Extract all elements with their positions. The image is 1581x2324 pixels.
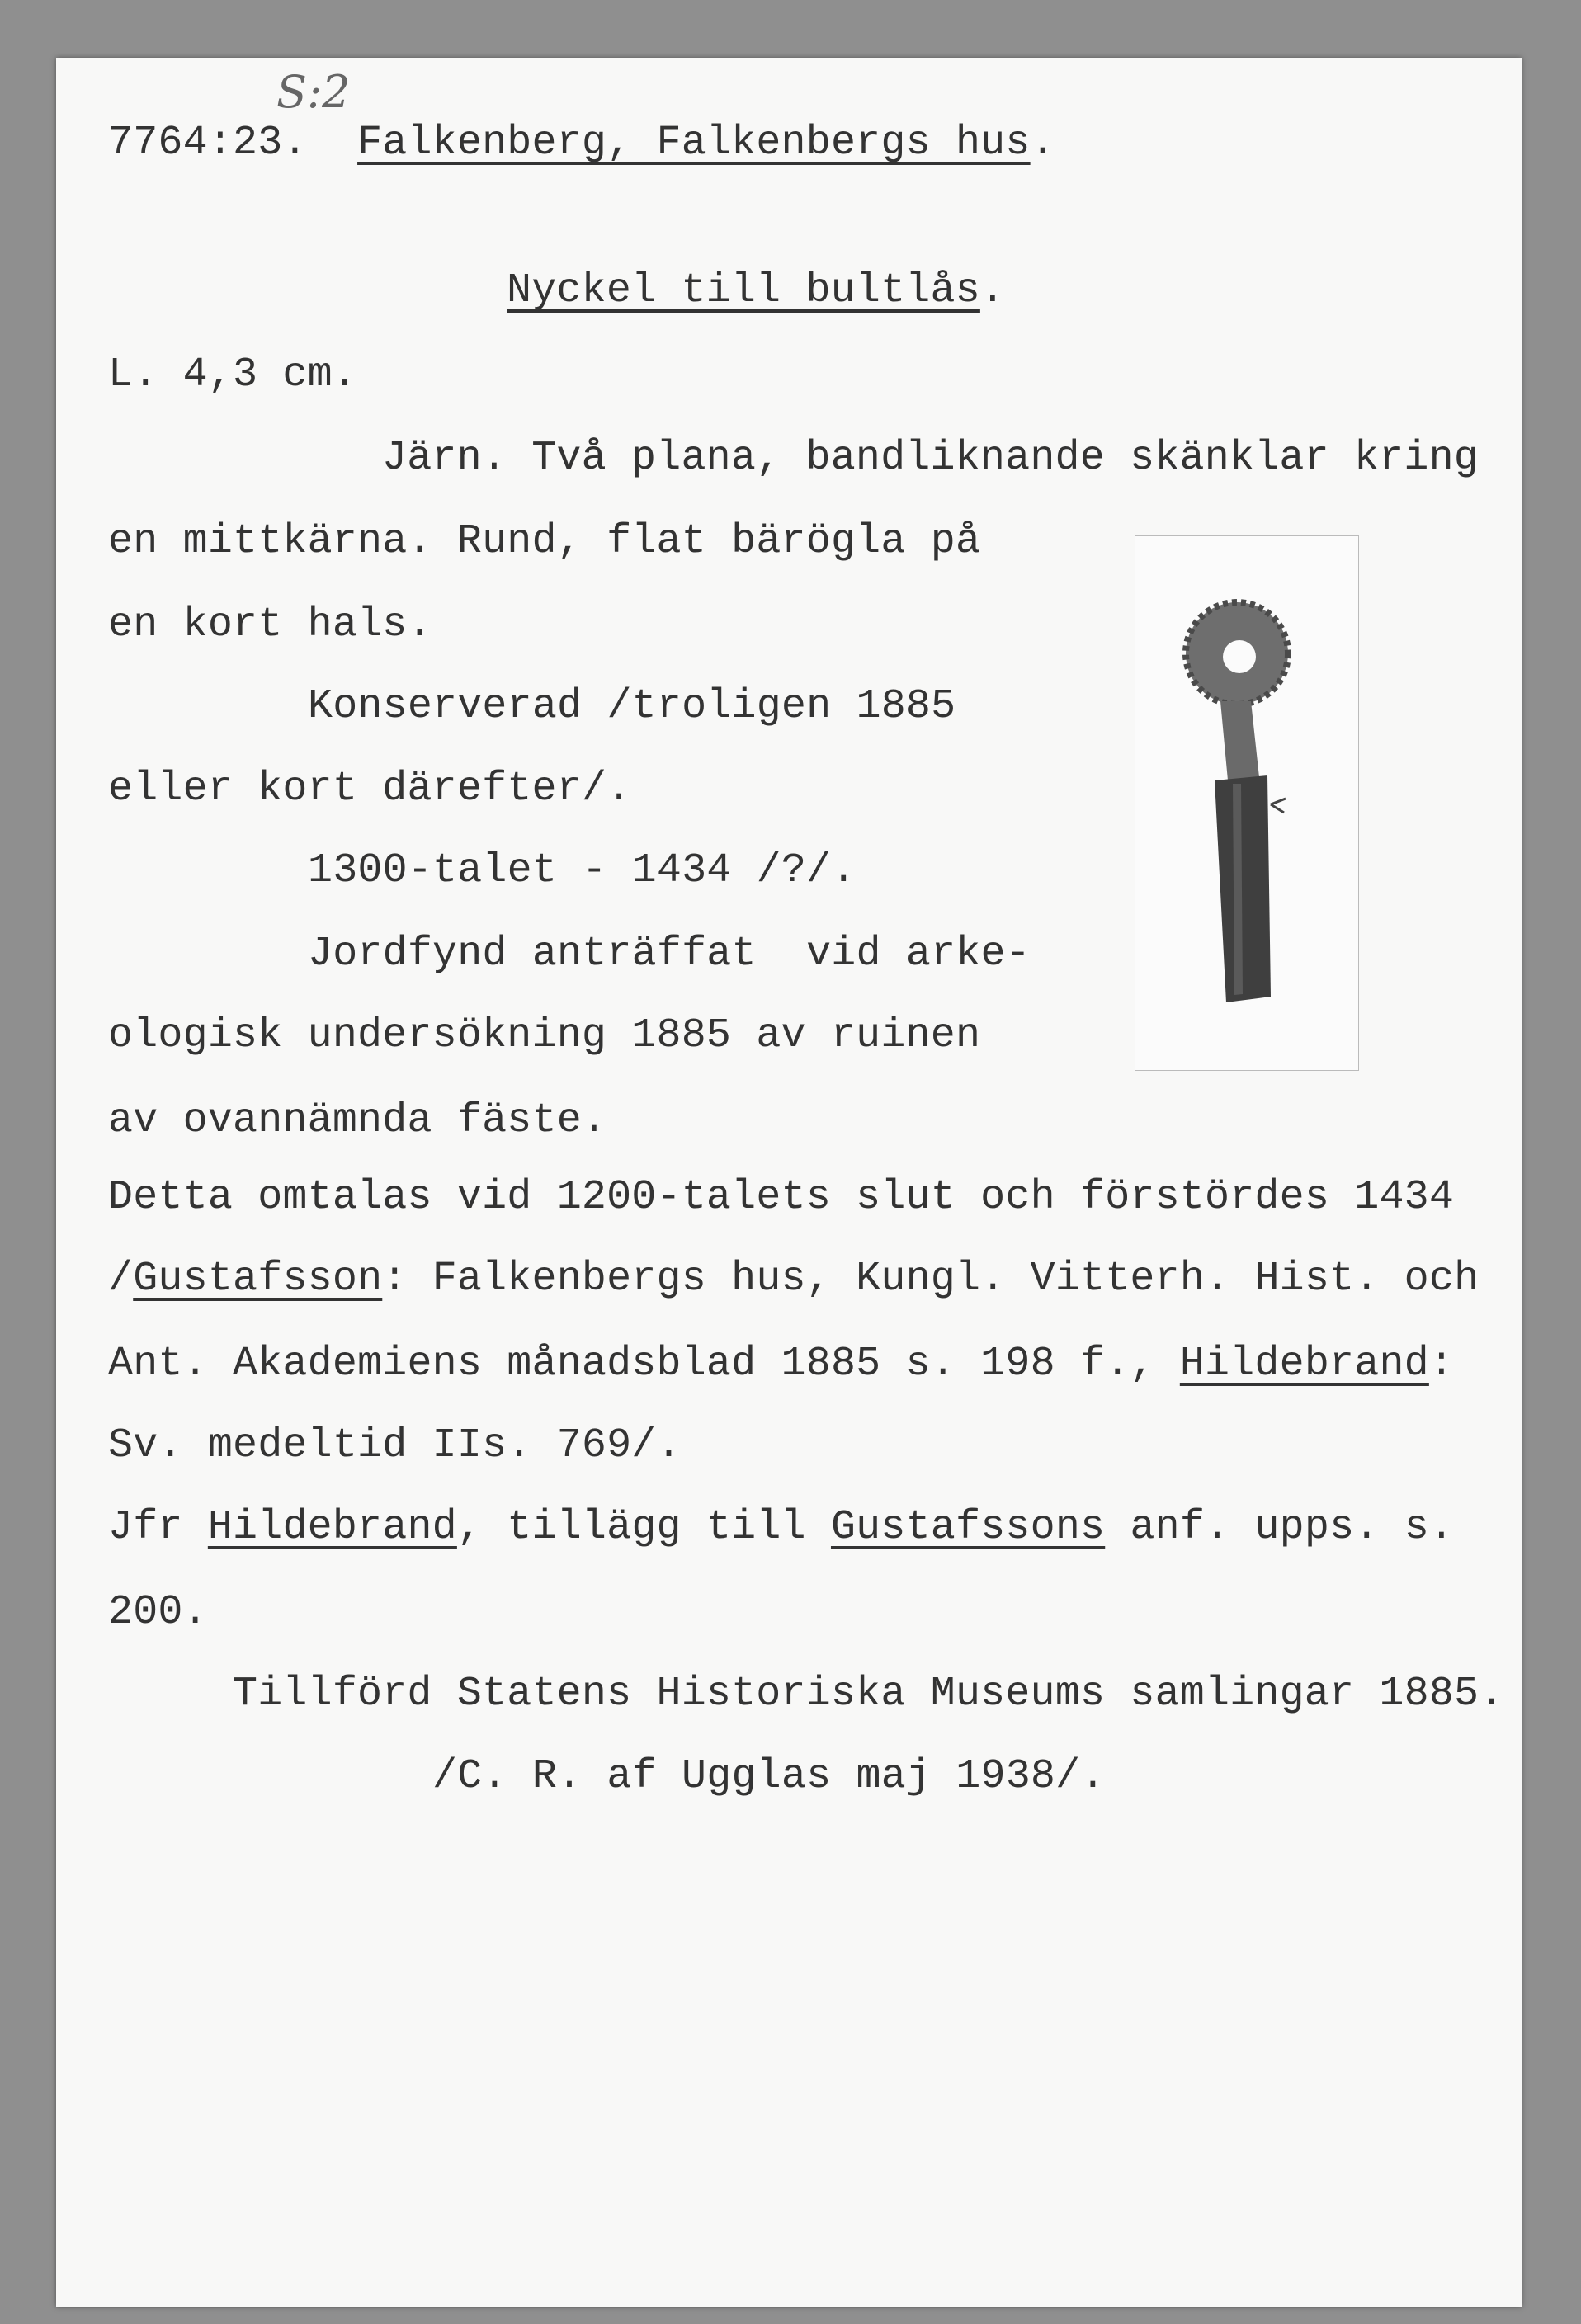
text-line: L. 4,3 cm. — [108, 351, 358, 398]
text: : — [1428, 1341, 1455, 1388]
text: : Falkenbergs hus, Kungl. Vitterh. Hist. och — [382, 1256, 1480, 1303]
handwritten-mark: S:2 — [276, 66, 351, 118]
text: Jfr — [108, 1504, 208, 1551]
author-gustafssons: Gustafssons — [830, 1504, 1106, 1551]
reference-line: Sv. medeltid IIs. 769/. — [108, 1422, 682, 1469]
key-icon — [1135, 536, 1358, 1070]
text-line: av ovannämnda fäste. — [108, 1097, 607, 1144]
text-line: 1300-talet - 1434 /?/. — [308, 847, 857, 894]
author-gustafsson: Gustafsson — [133, 1256, 383, 1303]
title-text: Nyckel till bultlås — [507, 267, 980, 314]
punct: . — [1030, 120, 1055, 167]
location: Falkenberg, Falkenbergs hus — [357, 120, 1031, 167]
author-hildebrand: Hildebrand — [207, 1504, 457, 1551]
text: Ant. Akademiens månadsblad 1885 s. 198 f., — [108, 1341, 1180, 1388]
text-line: Järn. Två plana, bandliknande skänklar kring — [382, 435, 1480, 482]
object-title — [507, 268, 1005, 314]
reference-line — [108, 1505, 1454, 1551]
text-line: en mittkärna. Rund, flat bärögla på — [108, 518, 981, 565]
reference-line: 200. — [108, 1589, 208, 1636]
text: / — [108, 1256, 134, 1303]
key-photo — [1135, 535, 1359, 1071]
reference-line — [108, 1256, 1479, 1303]
header-line — [108, 120, 1055, 167]
signature-line: /C. R. af Ugglas maj 1938/. — [432, 1753, 1106, 1800]
reference-line — [108, 1341, 1454, 1388]
provenance-line: Tillförd Statens Historiska Museums samlingar 1885. — [233, 1671, 1504, 1718]
text-line: en kort hals. — [108, 601, 432, 648]
author-hildebrand: Hildebrand — [1179, 1341, 1429, 1388]
inventory-number: 7764:23. — [108, 120, 308, 167]
text-line: Konserverad /troligen 1885 — [308, 683, 956, 730]
punct: . — [979, 267, 1006, 314]
text-line: ologisk undersökning 1885 av ruinen — [108, 1012, 981, 1059]
text: , tillägg till — [456, 1504, 831, 1551]
text-line: eller kort därefter/. — [108, 766, 632, 813]
text-line: Jordfynd anträffat vid arke- — [308, 931, 1031, 978]
text: anf. upps. s. — [1105, 1504, 1455, 1551]
text-line: Detta omtalas vid 1200-talets slut och förstördes 1434 — [108, 1174, 1455, 1221]
